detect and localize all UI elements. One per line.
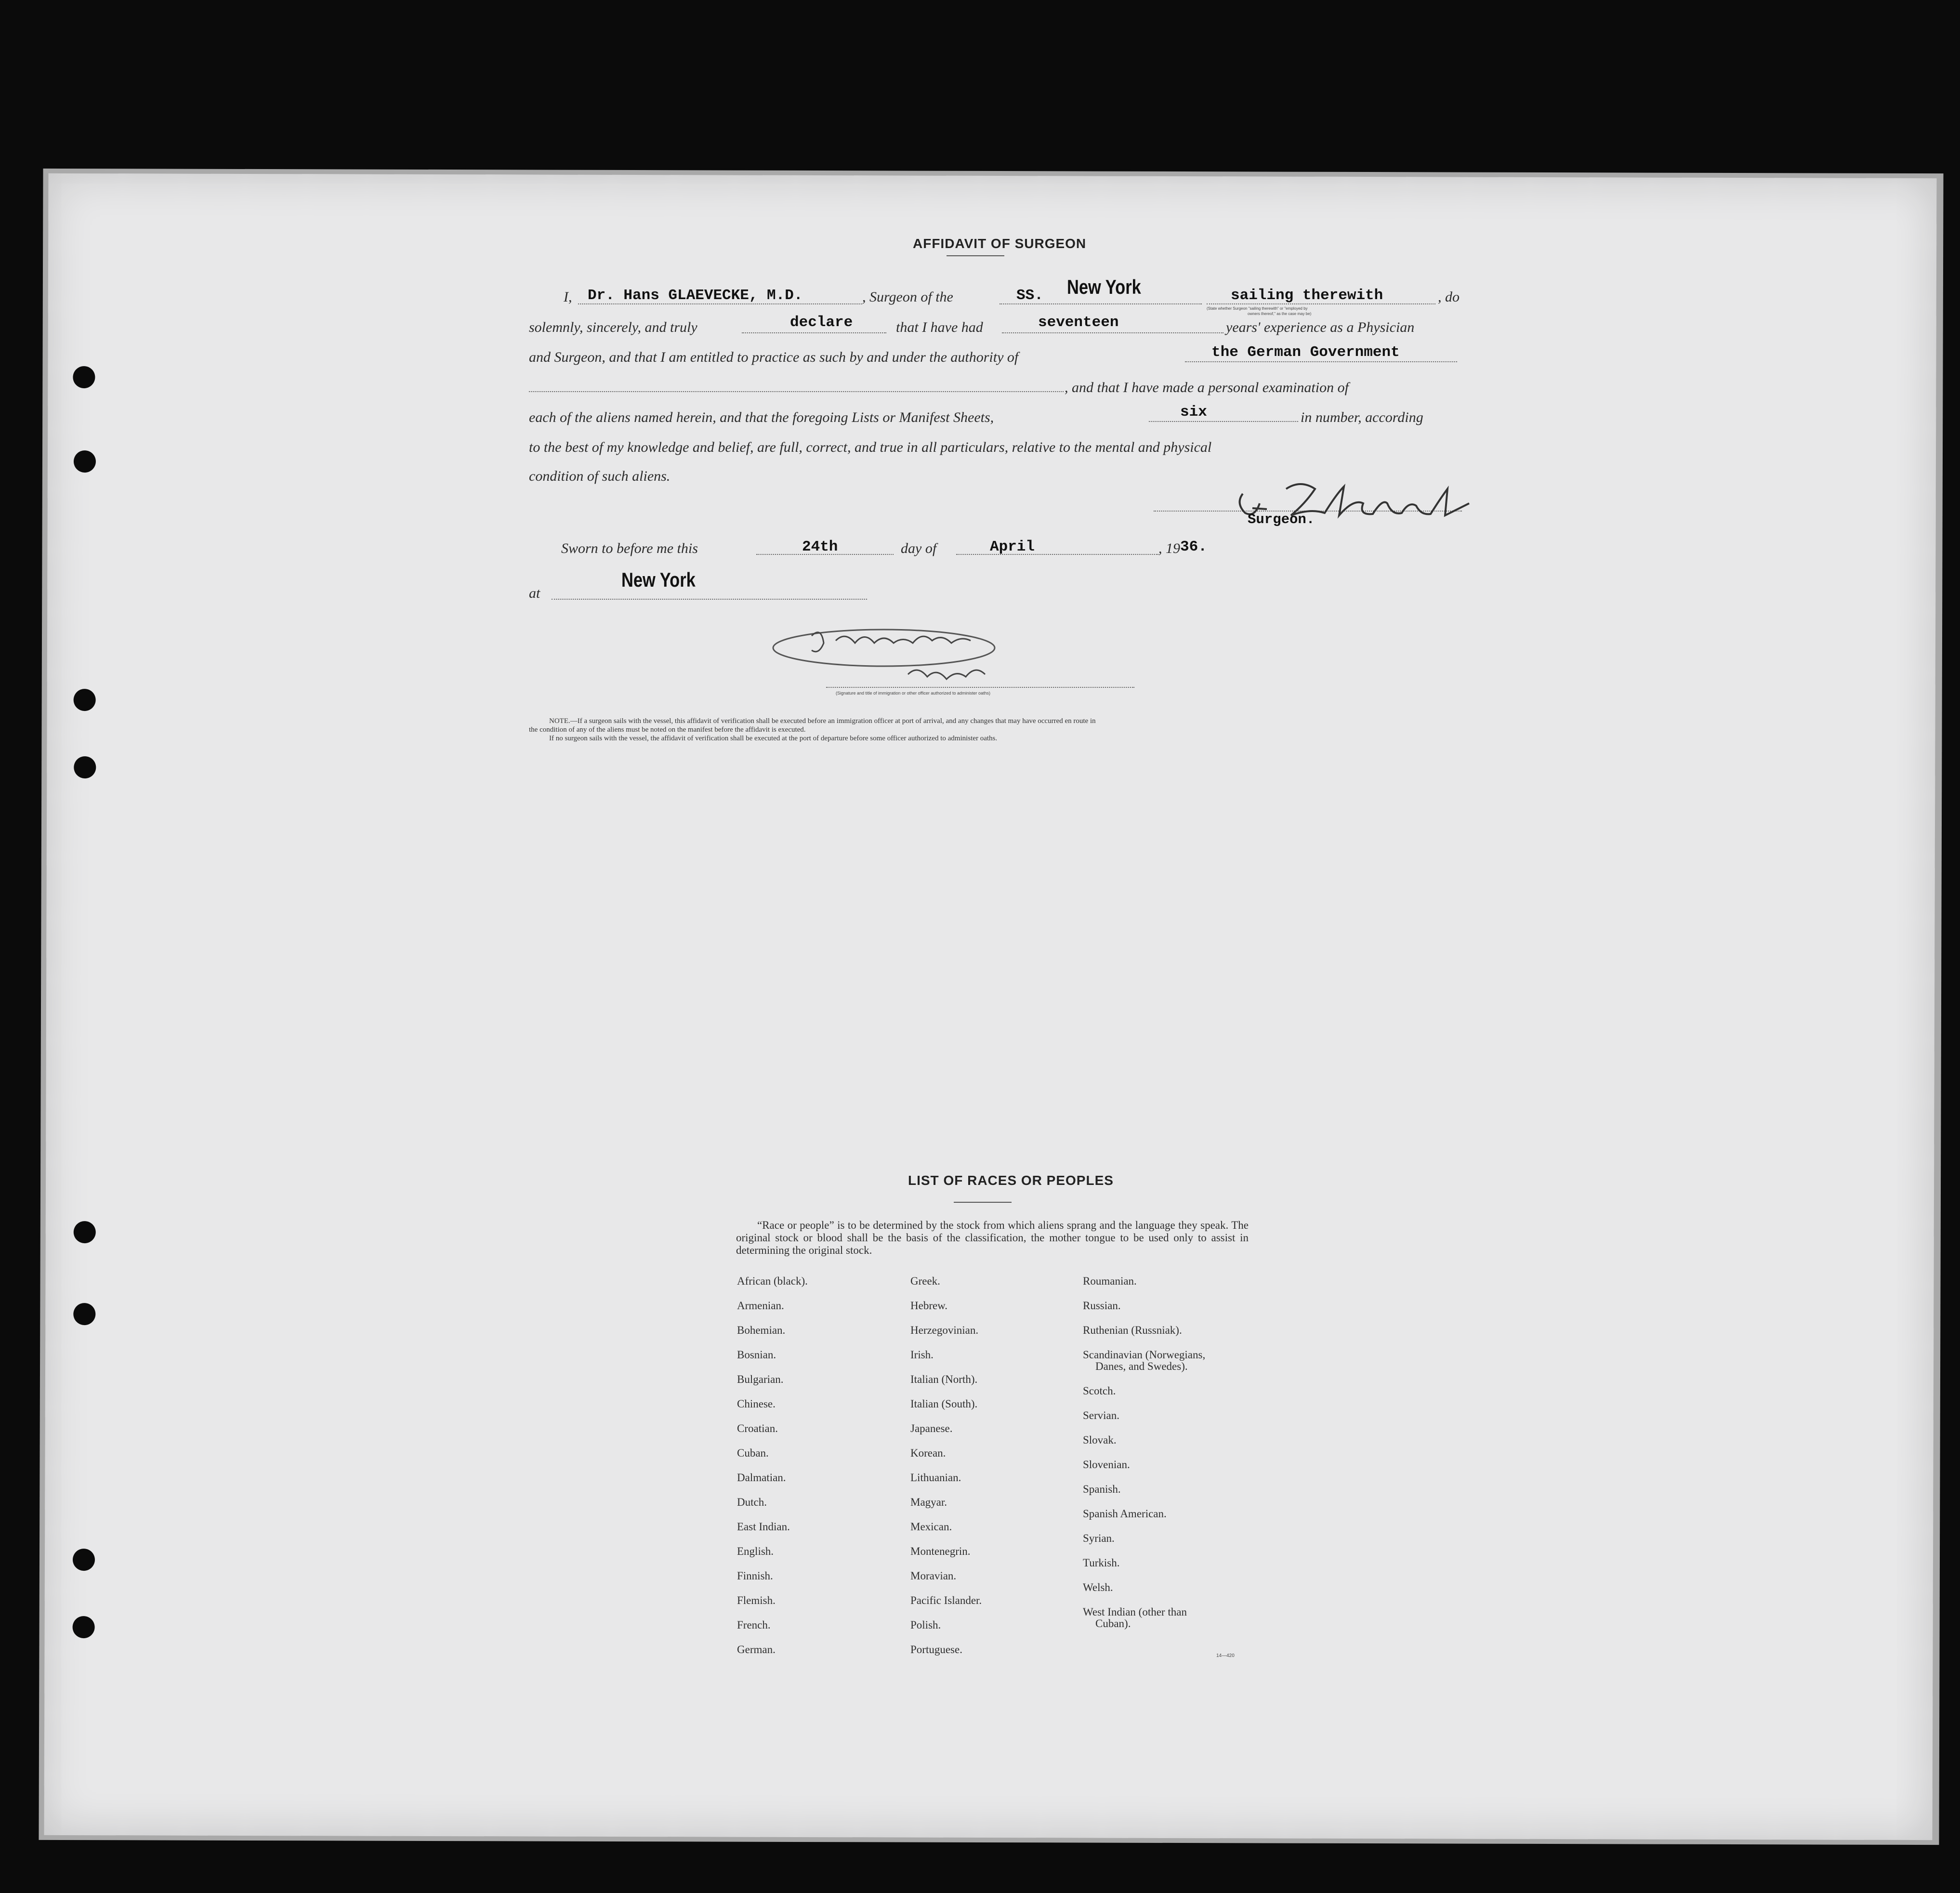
ship-name: New York	[1067, 276, 1141, 298]
race-item: Armenian.	[737, 1300, 784, 1312]
title-rule	[947, 255, 1004, 256]
punch-hole	[73, 366, 95, 388]
dotted-line	[956, 554, 1158, 555]
race-item: Spanish.	[1083, 1483, 1121, 1495]
punch-hole	[74, 450, 96, 473]
races-title-rule	[954, 1202, 1012, 1203]
race-item: Roumanian.	[1083, 1275, 1137, 1287]
years-count: seventeen	[1038, 314, 1119, 331]
race-item: Bohemian.	[737, 1324, 786, 1336]
text-sworn: Sworn to before me this	[561, 540, 698, 556]
text-day-of: day of	[901, 540, 937, 556]
race-item: Cuban.	[737, 1447, 769, 1459]
race-item: Turkish.	[1083, 1557, 1120, 1569]
text-each-of-aliens: each of the aliens named herein, and that the foregoing Lists or Manifest Sheets,	[529, 409, 994, 425]
race-item: Irish.	[910, 1349, 934, 1361]
race-item: Japanese.	[910, 1422, 953, 1434]
dotted-line	[756, 554, 894, 555]
status-hint: owners thereof," as the case may be)	[1248, 312, 1312, 316]
race-item: English.	[737, 1545, 774, 1557]
race-item: Italian (North).	[910, 1373, 978, 1385]
text-year-prefix: , 19	[1158, 540, 1180, 556]
races-title: LIST OF RACES OR PEOPLES	[908, 1173, 1114, 1188]
text-and-surgeon: and Surgeon, and that I am entitled to practice as such by and under the authority of	[529, 349, 1019, 365]
punch-hole	[73, 1616, 95, 1638]
race-item: Italian (South).	[910, 1398, 978, 1410]
race-item: Servian.	[1083, 1409, 1120, 1421]
race-item: Slovenian.	[1083, 1459, 1130, 1471]
race-item: Hebrew.	[910, 1300, 948, 1312]
dotted-line	[1207, 303, 1435, 304]
race-item: Korean.	[910, 1447, 946, 1459]
surgeon-name: Dr. Hans GLAEVECKE, M.D.	[588, 287, 803, 304]
race-item: Mexican.	[910, 1521, 952, 1533]
race-item: Scandinavian (Norwegians, Danes, and Swedes).	[1083, 1349, 1206, 1372]
sworn-day: 24th	[802, 539, 838, 555]
dotted-line	[742, 332, 886, 333]
text-that-i-have-had: that I have had	[896, 319, 983, 335]
race-item: Ruthenian (Russniak).	[1083, 1324, 1182, 1336]
race-item: German.	[737, 1643, 776, 1656]
text-surgeon-of: , Surgeon of the	[862, 289, 953, 305]
dotted-line	[1149, 421, 1298, 422]
punch-hole	[74, 1221, 96, 1243]
text-condition: condition of such aliens.	[529, 468, 671, 484]
sheets-count: six	[1180, 404, 1207, 421]
officer-caption: (Signature and title of immigration or other officer authorized to administer oaths)	[836, 691, 990, 696]
race-item: Croatian.	[737, 1422, 778, 1434]
race-item: Polish.	[910, 1619, 941, 1631]
text-in-number: in number, according	[1301, 409, 1423, 425]
race-item: Dutch.	[737, 1496, 767, 1508]
note-text: —If a surgeon sails with the vessel, this affidavit of verification shall be executed before an immigration officer at port of arrival, and any changes that may have occurred en route in	[570, 717, 1096, 725]
officer-signature	[763, 617, 1072, 698]
race-item: African (black).	[737, 1275, 808, 1287]
race-item: Spanish American.	[1083, 1508, 1167, 1520]
text-solemnly: solemnly, sincerely, and truly	[529, 319, 697, 335]
race-item: Herzegovinian.	[910, 1324, 979, 1336]
race-item: East Indian.	[737, 1521, 790, 1533]
race-item: Montenegrin.	[910, 1545, 971, 1557]
affidavit-note	[529, 717, 1096, 743]
note-line: If no surgeon sails with the vessel, the affidavit of verification shall be executed at the port of departure before some officer authorized to administer oaths.	[549, 735, 998, 742]
dotted-line	[1185, 361, 1457, 362]
race-item: Lithuanian.	[910, 1472, 961, 1484]
affidavit-title: AFFIDAVIT OF SURGEON	[913, 236, 1087, 251]
punch-hole	[73, 1303, 95, 1325]
dotted-line	[1002, 332, 1223, 333]
officer-signature-line	[826, 687, 1134, 688]
race-item: Bulgarian.	[737, 1373, 784, 1385]
race-item: Pacific Islander.	[910, 1594, 982, 1606]
race-item: Finnish.	[737, 1570, 773, 1582]
text-i: I,	[564, 289, 572, 305]
sworn-place: New York	[621, 568, 696, 591]
race-item: Scotch.	[1083, 1385, 1116, 1397]
punch-hole	[74, 689, 96, 711]
note-line: the condition of any of the aliens must be noted on the manifest before the affidavit is executed.	[529, 726, 806, 734]
race-item: Moravian.	[910, 1570, 957, 1582]
note-line	[529, 717, 1096, 725]
sworn-year: 36.	[1180, 539, 1207, 555]
text-best-of-knowledge: to the best of my knowledge and belief, are full, correct, and true in all particulars, relative to the mental and physical	[529, 439, 1212, 455]
race-item: Flemish.	[737, 1594, 776, 1606]
races-intro: “Race or people” is to be determined by the stock from which aliens sprang and the language they speak. The original stock or blood shall be the basis of the classification, the mother tongue to be used only to assist in determining the original stock.	[736, 1219, 1249, 1256]
text-do: , do	[1438, 289, 1460, 305]
race-item: Welsh.	[1083, 1581, 1113, 1593]
status-hint: (State whether Surgeon "sailing therewith" or "employed by	[1207, 306, 1308, 311]
race-item: Bosnian.	[737, 1349, 776, 1361]
race-item: Greek.	[910, 1275, 940, 1287]
race-item: Chinese.	[737, 1398, 776, 1410]
race-item: Syrian.	[1083, 1532, 1115, 1544]
punch-hole	[73, 1549, 95, 1571]
sailing-status: sailing therewith	[1231, 287, 1383, 304]
race-item: French.	[737, 1619, 771, 1631]
races-column-2	[910, 1275, 1074, 1669]
race-item: West Indian (other than Cuban).	[1083, 1606, 1187, 1630]
race-item: Slovak.	[1083, 1434, 1117, 1446]
text-at: at	[529, 585, 540, 601]
dotted-line	[1000, 303, 1202, 304]
form-number: 14—420	[1216, 1653, 1235, 1658]
text-years-experience: years' experience as a Physician	[1226, 319, 1415, 335]
race-item: Russian.	[1083, 1300, 1121, 1312]
race-item: Portuguese.	[910, 1643, 962, 1656]
punch-hole	[74, 756, 96, 778]
races-column-3	[1083, 1275, 1276, 1643]
authority: the German Government	[1211, 344, 1400, 361]
races-column-1	[737, 1275, 901, 1669]
dotted-line	[552, 599, 867, 600]
surgeon-label: Surgeon.	[1248, 512, 1315, 527]
ship-prefix: SS.	[1016, 287, 1043, 304]
note-label: NOTE.	[549, 717, 570, 725]
sworn-month: April	[990, 539, 1035, 555]
dotted-line	[529, 391, 1064, 392]
race-item: Magyar.	[910, 1496, 947, 1508]
text-personal-examination: , and that I have made a personal examination of	[1065, 380, 1349, 395]
race-item: Dalmatian.	[737, 1472, 786, 1484]
dotted-line	[578, 303, 862, 304]
declare-verb: declare	[790, 314, 853, 331]
